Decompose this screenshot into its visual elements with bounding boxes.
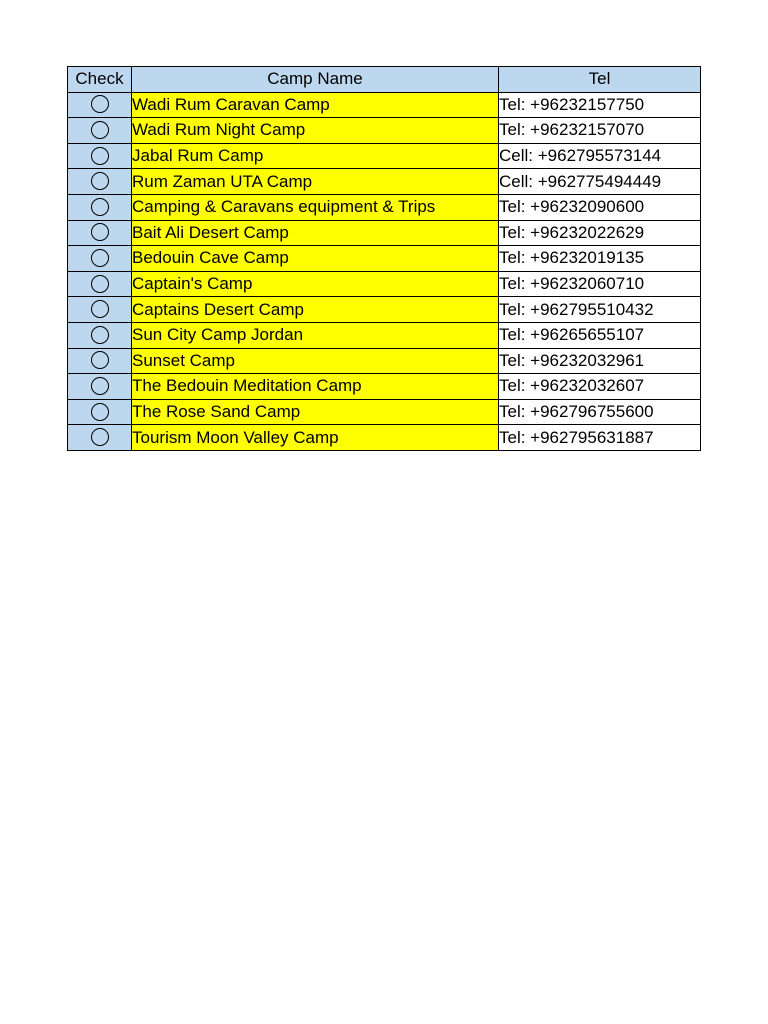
radio-circle-icon[interactable] [91, 223, 109, 241]
table-row [68, 118, 701, 144]
table-row [68, 220, 701, 246]
table-row [68, 194, 701, 220]
camp-table [67, 66, 701, 451]
table-row [68, 322, 701, 348]
check-cell [68, 194, 132, 220]
tel-cell: Tel: +96232022629 [499, 220, 701, 246]
radio-circle-icon[interactable] [91, 351, 109, 369]
check-cell [68, 220, 132, 246]
radio-circle-icon[interactable] [91, 198, 109, 216]
table-row [68, 297, 701, 323]
table-row [68, 143, 701, 169]
check-cell [68, 271, 132, 297]
radio-circle-icon[interactable] [91, 121, 109, 139]
check-cell [68, 348, 132, 374]
radio-circle-icon[interactable] [91, 147, 109, 165]
table-row [68, 374, 701, 400]
radio-circle-icon[interactable] [91, 172, 109, 190]
camp-name-cell: Wadi Rum Night Camp [132, 118, 499, 144]
camp-name-cell: Jabal Rum Camp [132, 143, 499, 169]
tel-cell: Tel: +962796755600 [499, 399, 701, 425]
camp-name-cell: The Rose Sand Camp [132, 399, 499, 425]
tel-header: Tel [499, 67, 701, 93]
camp-name-cell: Sunset Camp [132, 348, 499, 374]
check-cell [68, 246, 132, 272]
table-row [68, 169, 701, 195]
check-cell [68, 322, 132, 348]
camp-name-cell: The Bedouin Meditation Camp [132, 374, 499, 400]
check-cell [68, 169, 132, 195]
table-row [68, 92, 701, 118]
camp-name-cell: Captains Desert Camp [132, 297, 499, 323]
tel-cell: Tel: +962795510432 [499, 297, 701, 323]
camp-name-cell: Captain's Camp [132, 271, 499, 297]
camp-name-cell: Bait Ali Desert Camp [132, 220, 499, 246]
check-cell [68, 143, 132, 169]
table-row [68, 425, 701, 451]
radio-circle-icon[interactable] [91, 249, 109, 267]
camp-name-cell: Rum Zaman UTA Camp [132, 169, 499, 195]
radio-circle-icon[interactable] [91, 326, 109, 344]
radio-circle-icon[interactable] [91, 275, 109, 293]
radio-circle-icon[interactable] [91, 428, 109, 446]
radio-circle-icon[interactable] [91, 403, 109, 421]
check-cell [68, 92, 132, 118]
tel-cell: Tel: +96265655107 [499, 322, 701, 348]
tel-cell: Cell: +962795573144 [499, 143, 701, 169]
camp-name-cell: Tourism Moon Valley Camp [132, 425, 499, 451]
camp-name-cell: Sun City Camp Jordan [132, 322, 499, 348]
radio-circle-icon[interactable] [91, 95, 109, 113]
radio-circle-icon[interactable] [91, 300, 109, 318]
check-cell [68, 297, 132, 323]
tel-cell: Tel: +96232060710 [499, 271, 701, 297]
table-row [68, 348, 701, 374]
tel-cell: Cell: +962775494449 [499, 169, 701, 195]
tel-cell: Tel: +96232032961 [499, 348, 701, 374]
camp-rows [68, 92, 701, 450]
tel-cell: Tel: +96232019135 [499, 246, 701, 272]
check-cell [68, 374, 132, 400]
camp-name-cell: Camping & Caravans equipment & Trips [132, 194, 499, 220]
header-row [68, 67, 701, 93]
check-cell [68, 118, 132, 144]
table-row [68, 246, 701, 272]
camp-name-cell: Bedouin Cave Camp [132, 246, 499, 272]
tel-cell: Tel: +96232032607 [499, 374, 701, 400]
camp-name-header: Camp Name [132, 67, 499, 93]
check-header: Check [68, 67, 132, 93]
table-row [68, 271, 701, 297]
tel-cell: Tel: +962795631887 [499, 425, 701, 451]
table-row [68, 399, 701, 425]
radio-circle-icon[interactable] [91, 377, 109, 395]
check-cell [68, 399, 132, 425]
tel-cell: Tel: +96232090600 [499, 194, 701, 220]
tel-cell: Tel: +96232157070 [499, 118, 701, 144]
check-cell [68, 425, 132, 451]
tel-cell: Tel: +96232157750 [499, 92, 701, 118]
camp-name-cell: Wadi Rum Caravan Camp [132, 92, 499, 118]
